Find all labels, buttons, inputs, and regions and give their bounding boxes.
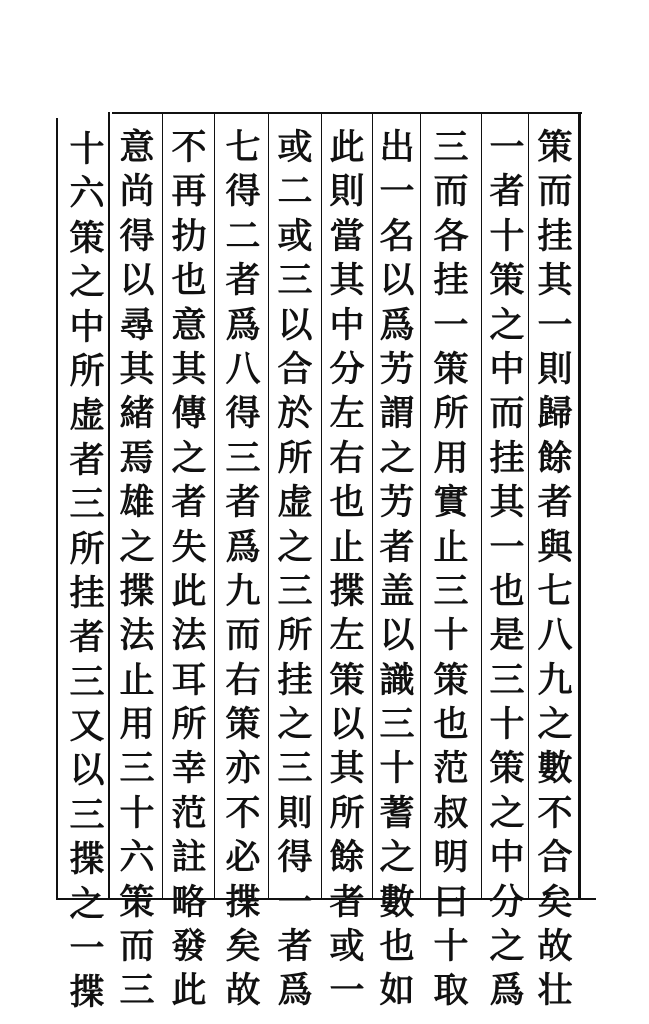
column-character: 名 — [379, 215, 415, 257]
column-character: 發 — [171, 926, 207, 968]
column-character: 明 — [433, 837, 469, 879]
column-character: 策 — [537, 127, 573, 168]
column-character: 所 — [277, 437, 313, 479]
column-character: 蓍 — [379, 792, 415, 834]
column-character: 三 — [277, 260, 313, 302]
text-column-6 — [272, 126, 318, 1014]
column-character: 中 — [489, 348, 525, 390]
column-character: 挂 — [277, 659, 313, 701]
column-character: 故 — [537, 926, 573, 968]
column-character: 取 — [433, 970, 469, 1012]
column-character: 其 — [537, 260, 573, 302]
column-character: 右 — [329, 437, 365, 479]
column-character: 再 — [171, 171, 207, 213]
column-character: 扐 — [171, 215, 207, 257]
column-character: 三 — [277, 570, 313, 612]
column-character: 所 — [329, 792, 365, 834]
column-character: 以 — [329, 704, 365, 746]
column-character: 以 — [379, 615, 415, 657]
column-character: 之 — [277, 704, 313, 746]
column-character: 三 — [69, 661, 105, 703]
column-character: 中 — [489, 837, 525, 879]
column-character: 之 — [69, 883, 105, 925]
column-character: 揲 — [225, 881, 261, 923]
column-character: 幸 — [171, 748, 207, 790]
column-character: 所 — [277, 615, 313, 657]
column-character: 出 — [379, 127, 415, 168]
column-character: 九 — [537, 659, 573, 701]
column-character: 分 — [489, 881, 525, 923]
column-character: 也 — [489, 570, 525, 612]
column-character: 此 — [329, 127, 365, 168]
column-character: 范 — [433, 748, 469, 790]
text-column-2 — [484, 126, 530, 1014]
column-character: 虚 — [277, 482, 313, 524]
column-character: 止 — [433, 526, 469, 568]
column-character: 所 — [69, 350, 105, 392]
column-character: 所 — [433, 393, 469, 435]
column-character: 雄 — [119, 482, 155, 524]
column-character: 策 — [433, 659, 469, 701]
column-character: 之 — [489, 926, 525, 968]
column-character: 於 — [277, 393, 313, 435]
column-character: 所 — [69, 528, 105, 570]
column-character: 二 — [277, 171, 313, 213]
column-divider — [481, 114, 482, 900]
column-character: 此 — [171, 970, 207, 1012]
column-character: 十 — [379, 748, 415, 790]
column-character: 歸 — [537, 393, 573, 435]
column-character: 六 — [119, 837, 155, 879]
column-character: 十 — [489, 704, 525, 746]
column-character: 者 — [379, 526, 415, 568]
column-character: 挂 — [69, 572, 105, 614]
column-divider — [268, 114, 269, 900]
column-character: 註 — [171, 837, 207, 879]
column-character: 一 — [379, 171, 415, 213]
column-character: 得 — [119, 215, 155, 257]
column-character: 以 — [119, 260, 155, 302]
column-character: 策 — [489, 748, 525, 790]
column-character: 以 — [277, 304, 313, 346]
column-character: 三 — [433, 570, 469, 612]
column-character: 范 — [171, 792, 207, 834]
column-character: 而 — [489, 393, 525, 435]
column-character: 者 — [277, 926, 313, 968]
column-character: 者 — [329, 881, 365, 923]
column-character: 則 — [277, 792, 313, 834]
column-character: 之 — [69, 262, 105, 304]
column-character: 十 — [433, 926, 469, 968]
column-character: 策 — [119, 881, 155, 923]
column-character: 耳 — [171, 659, 207, 701]
gutter-left-line — [56, 118, 58, 900]
column-character: 得 — [225, 393, 261, 435]
column-character: 數 — [537, 748, 573, 790]
column-character: 而 — [537, 171, 573, 213]
column-character: 三 — [433, 127, 469, 168]
column-character: 也 — [329, 482, 365, 524]
text-column-10 — [64, 128, 110, 1016]
column-character: 其 — [329, 748, 365, 790]
column-character: 策 — [69, 217, 105, 259]
column-divider — [162, 114, 163, 900]
column-character: 二 — [225, 215, 261, 257]
column-character: 餘 — [329, 837, 365, 879]
column-character: 策 — [225, 704, 261, 746]
column-character: 者 — [489, 171, 525, 213]
text-column-9 — [114, 126, 160, 1014]
column-character: 而 — [225, 615, 261, 657]
column-character: 艻 — [379, 482, 415, 524]
column-character: 用 — [433, 437, 469, 479]
column-character: 其 — [329, 260, 365, 302]
column-character: 故 — [225, 970, 261, 1012]
column-character: 尋 — [119, 304, 155, 346]
column-character: 不 — [171, 127, 207, 168]
text-column-7 — [220, 126, 266, 1014]
column-character: 矣 — [225, 926, 261, 968]
column-character: 各 — [433, 215, 469, 257]
column-character: 揲 — [69, 839, 105, 881]
column-character: 不 — [225, 792, 261, 834]
column-character: 一 — [329, 970, 365, 1012]
column-character: 其 — [489, 482, 525, 524]
column-character: 左 — [329, 615, 365, 657]
column-character: 則 — [537, 348, 573, 390]
column-character: 三 — [119, 970, 155, 1012]
column-character: 當 — [329, 215, 365, 257]
column-character: 以 — [379, 260, 415, 302]
column-character: 法 — [119, 615, 155, 657]
column-character: 得 — [225, 171, 261, 213]
column-character: 之 — [489, 792, 525, 834]
column-character: 中 — [69, 306, 105, 348]
column-character: 之 — [379, 837, 415, 879]
column-character: 一 — [537, 304, 573, 346]
column-character: 略 — [171, 881, 207, 923]
column-character: 合 — [537, 837, 573, 879]
column-character: 爲 — [277, 970, 313, 1012]
column-divider — [372, 114, 373, 900]
column-character: 必 — [225, 837, 261, 879]
column-character: 以 — [69, 750, 105, 792]
column-character: 得 — [277, 837, 313, 879]
column-character: 傳 — [171, 393, 207, 435]
column-character: 盖 — [379, 570, 415, 612]
column-character: 爲 — [225, 526, 261, 568]
column-character: 十 — [489, 215, 525, 257]
column-character: 三 — [489, 659, 525, 701]
column-character: 之 — [277, 526, 313, 568]
text-column-3 — [428, 126, 474, 1014]
column-character: 一 — [489, 526, 525, 568]
column-character: 九 — [225, 570, 261, 612]
column-character: 揲 — [69, 972, 105, 1014]
column-divider — [321, 114, 322, 900]
column-character: 挂 — [433, 260, 469, 302]
column-character: 三 — [225, 437, 261, 479]
column-character: 也 — [379, 926, 415, 968]
column-character: 者 — [225, 260, 261, 302]
column-character: 是 — [489, 615, 525, 657]
right-border — [578, 112, 581, 900]
column-character: 挂 — [489, 437, 525, 479]
column-character: 左 — [329, 393, 365, 435]
column-character: 三 — [379, 704, 415, 746]
column-character: 策 — [433, 348, 469, 390]
column-character: 策 — [489, 260, 525, 302]
column-character: 意 — [171, 304, 207, 346]
column-character: 六 — [69, 173, 105, 215]
column-character: 策 — [329, 659, 365, 701]
column-character: 又 — [69, 706, 105, 748]
column-character: 三 — [69, 794, 105, 836]
column-character: 十 — [433, 615, 469, 657]
column-character: 虚 — [69, 395, 105, 437]
column-character: 者 — [171, 482, 207, 524]
column-character: 意 — [119, 127, 155, 168]
column-character: 或 — [329, 926, 365, 968]
column-character: 之 — [489, 304, 525, 346]
column-character: 一 — [277, 881, 313, 923]
column-character: 而 — [433, 171, 469, 213]
column-character: 矣 — [537, 881, 573, 923]
column-character: 用 — [119, 704, 155, 746]
column-character: 止 — [119, 659, 155, 701]
text-column-8 — [166, 126, 212, 1014]
column-character: 三 — [69, 484, 105, 526]
column-character: 與 — [537, 526, 573, 568]
column-character: 揲 — [329, 570, 365, 612]
text-column-5 — [324, 126, 370, 1014]
column-divider — [420, 114, 421, 900]
column-character: 分 — [329, 348, 365, 390]
column-character: 爲 — [225, 304, 261, 346]
column-character: 者 — [69, 617, 105, 659]
column-character: 失 — [171, 526, 207, 568]
column-character: 者 — [225, 482, 261, 524]
column-character: 一 — [69, 928, 105, 970]
column-character: 也 — [171, 260, 207, 302]
column-character: 壮 — [537, 970, 573, 1012]
column-character: 十 — [69, 129, 105, 170]
column-character: 右 — [225, 659, 261, 701]
column-character: 之 — [119, 526, 155, 568]
column-character: 中 — [329, 304, 365, 346]
column-character: 亦 — [225, 748, 261, 790]
column-character: 或 — [277, 127, 313, 168]
column-character: 也 — [433, 704, 469, 746]
column-character: 叔 — [433, 792, 469, 834]
column-character: 艻 — [379, 348, 415, 390]
column-character: 七 — [225, 127, 261, 168]
column-character: 則 — [329, 171, 365, 213]
column-character: 如 — [379, 970, 415, 1012]
column-character: 揲 — [119, 570, 155, 612]
column-character: 此 — [171, 570, 207, 612]
text-column-1 — [532, 126, 578, 1014]
column-character: 所 — [171, 704, 207, 746]
column-character: 識 — [379, 659, 415, 701]
column-character: 挂 — [537, 215, 573, 257]
column-character: 實 — [433, 482, 469, 524]
column-character: 焉 — [119, 437, 155, 479]
column-character: 止 — [329, 526, 365, 568]
column-character: 十 — [119, 792, 155, 834]
column-character: 餘 — [537, 437, 573, 479]
column-character: 之 — [379, 437, 415, 479]
column-character: 三 — [277, 748, 313, 790]
column-character: 而 — [119, 926, 155, 968]
column-character: 不 — [537, 792, 573, 834]
outer-top-border — [112, 112, 582, 114]
column-character: 其 — [171, 348, 207, 390]
column-character: 八 — [537, 615, 573, 657]
column-character: 合 — [277, 348, 313, 390]
column-character: 緒 — [119, 393, 155, 435]
column-character: 一 — [489, 127, 525, 168]
column-character: 數 — [379, 881, 415, 923]
column-character: 三 — [119, 748, 155, 790]
text-column-4 — [374, 126, 420, 1014]
column-character: 七 — [537, 570, 573, 612]
column-character: 爲 — [489, 970, 525, 1012]
column-character: 爲 — [379, 304, 415, 346]
column-character: 八 — [225, 348, 261, 390]
column-character: 一 — [433, 304, 469, 346]
column-character: 謂 — [379, 393, 415, 435]
column-character: 者 — [69, 439, 105, 481]
column-character: 之 — [537, 704, 573, 746]
column-character: 者 — [537, 482, 573, 524]
column-character: 曰 — [433, 881, 469, 923]
column-divider — [214, 114, 215, 900]
column-character: 之 — [171, 437, 207, 479]
column-character: 其 — [119, 348, 155, 390]
column-character: 法 — [171, 615, 207, 657]
column-character: 或 — [277, 215, 313, 257]
column-character: 尚 — [119, 171, 155, 213]
